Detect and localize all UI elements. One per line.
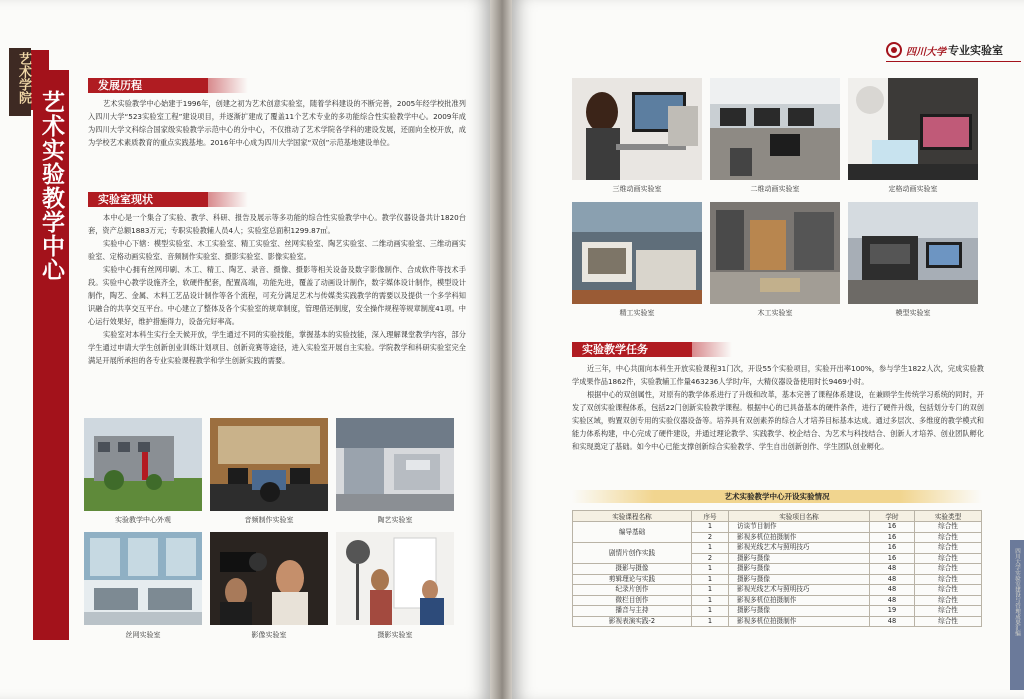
photo-3d-animation-lab bbox=[572, 78, 702, 180]
cell-type: 综合性 bbox=[915, 595, 982, 606]
table-row bbox=[573, 606, 982, 617]
cell-type: 综合性 bbox=[915, 532, 982, 543]
column-header: 实验项目名称 bbox=[729, 511, 870, 522]
column-header: 序号 bbox=[692, 511, 729, 522]
photo-caption: 定格动画实验室 bbox=[888, 185, 938, 193]
photo-silkscreen-lab bbox=[84, 532, 202, 625]
cell-type: 综合性 bbox=[915, 574, 982, 585]
cell-type: 综合性 bbox=[915, 616, 982, 627]
cell-project: 影视光线艺术与照明技巧 bbox=[729, 543, 870, 554]
cell-course: 剧情片创作实践 bbox=[573, 543, 692, 564]
cell-project: 摄影与摄像 bbox=[729, 606, 870, 617]
cell-no: 1 bbox=[692, 574, 729, 585]
photo-caption: 精工实验室 bbox=[619, 309, 655, 317]
cell-project: 影视光线艺术与照明技巧 bbox=[729, 585, 870, 596]
photo-model-lab bbox=[848, 202, 978, 304]
cell-hours: 48 bbox=[870, 574, 915, 585]
cell-project: 影视多机位拍摄制作 bbox=[729, 532, 870, 543]
cell-hours: 48 bbox=[870, 585, 915, 596]
right-page bbox=[512, 0, 1024, 699]
section-heading-status: 实验室现状 bbox=[88, 192, 208, 207]
cell-course: 剪辑理论与实践 bbox=[573, 574, 692, 585]
paragraph: 根据中心的双创属性，对原有的教学体系进行了升级和改革，基本完善了课程体系建设，在兼顾学生传统学习系统的同时，开发了双创实验课程体系，包括22门创新实验教学课程。根据中心的已具备基本的硬件条件，进行了硬件升级，包括划分专门的双创实验区域，购置双创专用的实验仪器设备等。培养具有双创素养的综合人才培养目标基本达成。通过多层次、多维度的教学模式和能力体系构建，中心完成了硬件建设，并通过理论教学、实践教学、校企结合、为艺术与科技结合、创新人才培养、创业团队孵化和实现奠定了基础。如今中心已能支撑创新综合实验教学、学生自出创新创作、学生团队创业孵化。 bbox=[572, 390, 984, 451]
cell-project: 影视多机位拍摄制作 bbox=[729, 595, 870, 606]
cell-type: 综合性 bbox=[915, 543, 982, 554]
cell-project: 影视多机位拍摄制作 bbox=[729, 616, 870, 627]
cell-hours: 16 bbox=[870, 522, 915, 533]
table-row bbox=[573, 616, 982, 627]
table-row bbox=[573, 574, 982, 585]
photo-caption: 摄影实验室 bbox=[377, 631, 413, 639]
photo-photography-lab bbox=[336, 532, 454, 625]
cell-no: 1 bbox=[692, 522, 729, 533]
cell-project: 摄影与摄像 bbox=[729, 574, 870, 585]
photo-video-lab bbox=[210, 532, 328, 625]
college-label: 艺术学院 bbox=[16, 52, 31, 104]
photo-caption: 模型实验室 bbox=[895, 309, 931, 317]
column-header: 实验类型 bbox=[915, 511, 982, 522]
cell-course: 纪录片创作 bbox=[573, 585, 692, 596]
page-edge-text: 四川大学实验室建设与管理成果汇编 bbox=[1014, 548, 1020, 636]
cell-hours: 48 bbox=[870, 564, 915, 575]
photo-caption: 实验教学中心外观 bbox=[115, 516, 171, 524]
cell-type: 综合性 bbox=[915, 522, 982, 533]
photo-caption: 木工实验室 bbox=[757, 309, 793, 317]
status-text bbox=[88, 211, 466, 367]
cell-no: 2 bbox=[692, 532, 729, 543]
photo-woodwork-lab bbox=[710, 202, 840, 304]
table-row bbox=[573, 543, 982, 554]
photo-caption: 影像实验室 bbox=[251, 631, 287, 639]
cell-type: 综合性 bbox=[915, 564, 982, 575]
column-header: 实验课程名称 bbox=[573, 511, 692, 522]
cell-project: 摄影与摄像 bbox=[729, 553, 870, 564]
cell-course: 编导基础 bbox=[573, 522, 692, 543]
photo-2d-animation-lab bbox=[710, 78, 840, 180]
paragraph: 近三年，中心共面向本科生开放实验课程31门次，开设55个实验项目，实验开出率100%，参与学生1822人次，完成实验教学成果作品1862件，实验教辅工作量463236人学时/年，大精仪器设备使用时长9469小时。 bbox=[572, 364, 984, 386]
paragraph: 实验中心下辖：模型实验室、木工实验室、精工实验室、丝网实验室、陶艺实验室、二维动画实验室、三维动画实验室、定格动画实验室、音频制作实验室、摄影实验室、影像实验室。 bbox=[88, 239, 466, 261]
header-university: 四川大学 bbox=[906, 47, 946, 58]
photo-caption: 丝网实验室 bbox=[125, 631, 161, 639]
photo-ceramics-lab bbox=[336, 418, 454, 511]
cell-course: 摄影与摄像 bbox=[573, 564, 692, 575]
cell-no: 1 bbox=[692, 595, 729, 606]
header-label: 专业实验室 bbox=[948, 44, 1003, 57]
table-row bbox=[573, 522, 982, 533]
photo-audio-lab bbox=[210, 418, 328, 511]
photo-caption: 二维动画实验室 bbox=[750, 185, 800, 193]
table-row bbox=[573, 595, 982, 606]
section-heading-history: 发展历程 bbox=[88, 78, 208, 93]
cell-course: 影视表演实践-2 bbox=[573, 616, 692, 627]
table-row bbox=[573, 564, 982, 575]
paragraph: 本中心是一个集合了实验、教学、科研、报告及展示等多功能的综合性实验教学中心。教学仪器设备共计1820台套，资产总额1883万元；专职实验教辅人员4人；实验室总面积1299.87㎡。 bbox=[88, 213, 466, 235]
table-row bbox=[573, 585, 982, 596]
cell-course: 微栏目创作 bbox=[573, 595, 692, 606]
cell-type: 综合性 bbox=[915, 553, 982, 564]
left-page bbox=[0, 0, 490, 699]
cell-type: 综合性 bbox=[915, 606, 982, 617]
cell-hours: 16 bbox=[870, 532, 915, 543]
section-heading-tasks: 实验教学任务 bbox=[572, 342, 692, 357]
cell-project: 访谈节目制作 bbox=[729, 522, 870, 533]
experiment-table bbox=[572, 510, 982, 627]
cell-hours: 16 bbox=[870, 543, 915, 554]
cell-no: 1 bbox=[692, 585, 729, 596]
photo-caption: 三维动画实验室 bbox=[612, 185, 662, 193]
photo-caption: 陶艺实验室 bbox=[377, 516, 413, 524]
paragraph: 实验中心拥有丝网印刷、木工、精工、陶艺、录音、摄像、摄影等相关设备及数字影像制作、合成软件等技术手段。实验中心教学设施齐全，软硬件配套，配置高端，功能先进，覆盖了动画设计制作，数字媒体设计制作，模型设计制作，陶艺、金属、木料工艺品设计制作等各个流程，可充分满足艺术与传媒类实践教学的需要以及提供一个多学科知识融合的共享交互平台。中心建立了整体及各个实验室的规章制度，管理借还制度，安全操作规程等规章制度41项。中心运行效果好，维护措施得力，设备完好率高。 bbox=[88, 265, 466, 326]
paragraph: 艺术实验教学中心始建于1996年，创建之初为艺术创意实验室，随着学科建设的不断完善，2005年经学校批准列入四川大学“523实验室工程”建设项目，并逐渐扩建成了覆盖11个艺术专业的多功能综合性实验教学中心。2009年成为四川大学文科综合国家级实验教学示范中心的分中心，不仅推动了艺术学院各学科的建设发展，还面向全校开放，成为学校艺术素质教育的重点实践基地。2016年中心成为四川大学国家“双创”示范基地建设单位。 bbox=[88, 99, 466, 147]
paragraph: 实验室对本科生实行全天候开放，学生通过不同的实验技能，掌握基本的实验技能，深入理解课堂教学内容，部分学生通过申请大学生创新创业训练计划项目、创新竞赛等途径，进入实验室开展自主实验。学院教学和科研实验室完全满足开展所承担的各专业实验课程教学和学生创新实践的需要。 bbox=[88, 330, 466, 365]
cell-hours: 16 bbox=[870, 553, 915, 564]
header-divider bbox=[886, 61, 1021, 62]
spine-gutter bbox=[490, 0, 512, 699]
cell-type: 综合性 bbox=[915, 585, 982, 596]
cell-no: 1 bbox=[692, 564, 729, 575]
history-text bbox=[88, 97, 466, 149]
cell-no: 2 bbox=[692, 553, 729, 564]
cell-no: 1 bbox=[692, 616, 729, 627]
cell-project: 摄影与摄像 bbox=[729, 564, 870, 575]
column-header: 学时 bbox=[870, 511, 915, 522]
cell-hours: 48 bbox=[870, 616, 915, 627]
page-title: 艺术实验教学中心 bbox=[38, 90, 64, 282]
photo-stopmotion-lab bbox=[848, 78, 978, 180]
photo-precision-lab bbox=[572, 202, 702, 304]
cell-no: 1 bbox=[692, 543, 729, 554]
tasks-text bbox=[572, 362, 984, 453]
photo-building-exterior bbox=[84, 418, 202, 511]
cell-hours: 48 bbox=[870, 595, 915, 606]
cell-no: 1 bbox=[692, 606, 729, 617]
photo-caption: 音频制作实验室 bbox=[244, 516, 294, 524]
table-header-row bbox=[573, 511, 982, 522]
cell-hours: 19 bbox=[870, 606, 915, 617]
university-logo-icon bbox=[886, 42, 902, 58]
table-title: 艺术实验教学中心开设实验情况 bbox=[572, 490, 982, 503]
cell-course: 播音与主持 bbox=[573, 606, 692, 617]
